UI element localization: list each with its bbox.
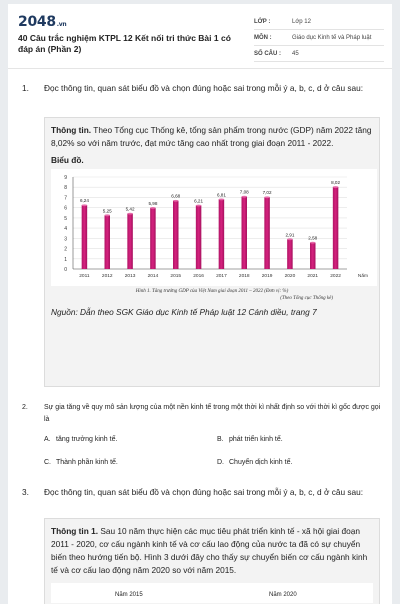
bar-top	[333, 186, 339, 188]
source-note: Nguồn: Dẫn theo SGK Giáo dục Kinh tế Pháp luật 12 Cánh diều, trang 7	[51, 307, 317, 317]
logo-suffix: .vn	[56, 21, 67, 28]
header-divider	[8, 68, 392, 69]
data-label: 2,91	[285, 232, 295, 238]
option-text: Thành phần kinh tế.	[56, 459, 118, 466]
bar	[219, 199, 225, 269]
bar	[82, 205, 88, 269]
bar-top	[264, 196, 270, 198]
y-tick-label: 0	[64, 267, 67, 273]
x-tick-label: 2014	[147, 274, 159, 279]
question-text: Đọc thông tin, quan sát biểu đồ và chọn đúng hoặc sai trong mỗi ý a, b, c, d ở câu sau:	[44, 83, 364, 93]
info-text: Sau 10 năm thực hiện các mục tiêu phát triển kinh tế - xã hội giai đoạn 2011 - 2020, cơ cấu ngành kinh tế và cơ cấu lao động của nước ta đã có sự chuyển biến theo hướng tiến bộ. Hình 3 dưới đây cho thấy sự chuyển biến cơ cấu ngành kinh tế và cơ cấu lao động năm 2020 so với năm 2015.	[51, 526, 368, 575]
data-label: 2,58	[308, 235, 318, 241]
question-number: 2.	[22, 404, 28, 411]
info-text: Theo Tổng cục Thống kê, tổng sản phẩm trong nước (GDP) năm 2022 tăng 8,02% so với năm trước, đạt mức tăng cao nhất trong giai đoạn 2011 - 2022.	[51, 125, 372, 148]
option-letter: B.	[217, 436, 224, 443]
x-axis-unit: Năm	[357, 274, 369, 279]
bar-top	[310, 242, 316, 244]
x-tick-label: 2013	[124, 274, 136, 279]
x-tick-label: 2019	[261, 274, 273, 279]
bar	[150, 208, 156, 269]
option-c[interactable]	[44, 459, 214, 466]
info-paragraph	[51, 124, 373, 150]
logo-text: 2048	[18, 14, 56, 30]
meta-row-count	[254, 46, 384, 62]
data-label: 7,08	[239, 189, 249, 195]
x-tick-label: 2012	[101, 274, 113, 279]
option-b[interactable]	[217, 436, 387, 443]
chart-heading: Biểu đồ.	[51, 155, 84, 165]
data-label: 8,02	[331, 180, 341, 186]
bar-top	[287, 238, 293, 240]
option-text: Chuyển dịch kinh tế.	[229, 459, 293, 466]
site-logo[interactable]	[18, 14, 66, 30]
year-left: Năm 2015	[115, 592, 143, 598]
y-tick-label: 1	[64, 256, 67, 263]
x-tick-label: 2018	[238, 274, 250, 279]
option-text: phát triển kinh tế.	[229, 436, 283, 443]
meta-table	[254, 14, 384, 62]
bar	[105, 215, 111, 269]
data-label: 5,25	[102, 208, 112, 214]
bar	[333, 187, 339, 269]
info-box-1	[44, 117, 380, 387]
option-letter: C.	[44, 459, 51, 466]
bar-top	[127, 213, 133, 215]
meta-key: SỐ CÂU :	[254, 50, 281, 57]
meta-value: 45	[292, 50, 299, 57]
x-tick-label: 2020	[284, 274, 296, 279]
bar-top	[219, 198, 225, 200]
bar-top	[242, 196, 248, 198]
page	[8, 4, 392, 604]
option-d[interactable]	[217, 459, 387, 466]
y-tick-label: 9	[64, 175, 67, 181]
meta-key: MÔN :	[254, 34, 272, 41]
data-label: 6,21	[194, 198, 204, 204]
data-label: 7,02	[262, 190, 272, 196]
data-label: 6,81	[216, 192, 226, 198]
chart-caption	[51, 288, 373, 302]
meta-value: Giáo dục Kinh tế và Pháp luật	[292, 34, 372, 41]
data-label: 5,98	[148, 200, 158, 206]
bar	[173, 201, 179, 269]
meta-row-grade	[254, 14, 384, 30]
question-number: 1.	[22, 83, 29, 93]
question-text: Sự gia tăng về quy mô sản lượng của một nền kinh tế trong một thời kì nhất định so với thời kì gốc được gọi là	[44, 404, 381, 423]
meta-row-subject	[254, 30, 384, 46]
info-paragraph	[51, 525, 373, 577]
year-row	[51, 583, 373, 603]
question-text: Đọc thông tin, quan sát biểu đồ và chọn đúng hoặc sai trong mỗi ý a, b, c, d ở câu sau:	[44, 487, 364, 497]
bar	[287, 239, 293, 269]
x-tick-label: 2022	[330, 274, 341, 279]
data-label: 5,42	[125, 206, 135, 212]
bar-top	[173, 200, 179, 202]
option-a[interactable]	[44, 436, 214, 443]
y-tick-label: 6	[64, 205, 67, 212]
x-tick-label: 2021	[307, 274, 319, 279]
bar	[127, 214, 133, 269]
bar	[242, 197, 248, 269]
info-label: Thông tin.	[51, 125, 92, 135]
bar-top	[150, 207, 156, 209]
data-label: 6,68	[171, 193, 181, 199]
y-tick-label: 2	[64, 246, 67, 253]
x-tick-label: 2011	[79, 274, 90, 279]
x-tick-label: 2016	[193, 274, 204, 279]
info-label: Thông tin 1.	[51, 526, 99, 536]
x-tick-label: 2017	[216, 274, 227, 279]
data-label: 6,24	[79, 198, 89, 204]
year-right: Năm 2020	[269, 592, 297, 598]
option-letter: A.	[44, 436, 51, 443]
caption-line-1: Hình 1. Tăng trưởng GDP của Việt Nam giai đoạn 2011 – 2022 (Đơn vị: %)	[135, 289, 289, 294]
bar	[264, 197, 270, 269]
info-box-3	[44, 518, 380, 604]
gdp-chart	[51, 169, 377, 286]
bar-top	[82, 204, 88, 206]
y-tick-label: 8	[64, 185, 67, 192]
gdp-chart-svg	[51, 169, 377, 286]
y-tick-label: 3	[64, 236, 67, 243]
bar-top	[196, 205, 202, 207]
caption-line-2: (Theo Tổng cục Thống kê)	[280, 296, 333, 301]
bar	[310, 243, 316, 269]
option-text: tăng trưởng kinh tế.	[56, 436, 118, 443]
y-tick-label: 5	[64, 215, 67, 222]
document-title: 40 Câu trắc nghiệm KTPL 12 Kết nối tri thức Bài 1 có đáp án (Phần 2)	[18, 33, 231, 54]
q2-options	[44, 436, 384, 476]
meta-value: Lớp 12	[292, 18, 311, 25]
option-letter: D.	[217, 459, 224, 466]
bar	[196, 206, 202, 269]
y-tick-label: 4	[64, 226, 67, 233]
x-tick-label: 2015	[170, 274, 182, 279]
y-tick-label: 7	[64, 195, 67, 202]
meta-key: LỚP :	[254, 18, 271, 25]
bar-top	[105, 214, 111, 216]
header	[8, 4, 392, 66]
question-number: 3.	[22, 487, 29, 497]
